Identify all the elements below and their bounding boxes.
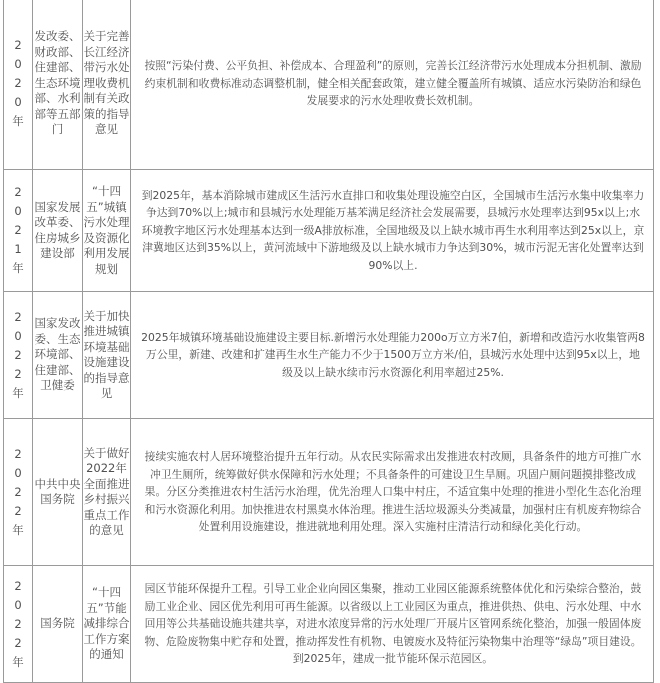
- table-row: [4, 566, 654, 683]
- document-title-cell: [83, 292, 131, 419]
- department-cell: [33, 566, 83, 683]
- document-title-cell: [83, 419, 131, 566]
- document-title-text: 关于完善长江经济带污水处理收费机制有关政策的指导意见: [83, 29, 130, 137]
- policy-content-text: 到2025年，基本消除城市建成区生活污水直排口和收集处理设施空白区，全国城市生活污水集中收集率力争达到70%以上;城市和县城污水处理能万基苯满足经济社会发展需要，县城污水处理率达到95x以上;水环境教字地区污水处理基本达到一级A排放标准，全国地级及以上缺水城市再生水利用率达到25x以上，京津冀地区达到35%以上，黄河流域中下游地级及以上缺水城市力争达到30%，城市污泥无害化处置率达到90%以上.: [141, 188, 645, 272]
- department-cell: [33, 292, 83, 419]
- year-text: 2020年: [12, 38, 24, 128]
- department-text: 国家发改委、生态环境部、住建部、卫健委: [34, 316, 81, 393]
- table-row: [4, 0, 654, 170]
- policy-content-cell: [131, 292, 654, 419]
- policy-content-text: 按照“污染付费、公平负担、补偿成本、合理盈利”的原则，完善长江经济带污水处理成本分担机制、激励约束机制和收费标准动态调整机制，健全相关配套政策，建立健全覆盖所有城镇、适应水污染防治和绿色发展要求的污水处理收费长效机制。: [144, 59, 642, 108]
- policy-content-cell: [131, 419, 654, 566]
- document-title-cell: [83, 0, 131, 170]
- year-cell: [4, 170, 33, 292]
- policy-content-cell: [131, 566, 654, 683]
- policy-content-text: 接续实施农村人居环境整治提升五年行动。从农民实际需求出发推进农村改厕，具备条件的地方可推广水冲卫生厕所，统筹做好供水保障和污水处理；不具备条件的可建设卫生旱厕。巩固户厕问题摸排整改成果。分区分类推进农村生活污水治理，优先治理人口集中村庄，不适宜集中处理的推进小型化生态化治理和污水资源化利用。加快推进农村黑臭水体治理。推进生活垃圾源头分类减量，加强村庄有机废弃物综合处置利用设施建设，推进就地利用处理。深入实施村庄清洁行动和绿化美化行动。: [144, 450, 642, 534]
- document-title-text: “十四五”城镇污水处理及资源化利用发展规划: [83, 184, 130, 276]
- policy-content-text: 2025年城镇环境基础设施建设主要目标.新增污水处理能力200o万立方米7伯，新增和改造污水收集管两8万公里，新建、改建和扩建再生水生产能力不少于1500万立方米/伯，县城污水处理中达到95x以上，地级及以上缺水续市污水资源化利用率超过25%.: [141, 330, 645, 379]
- year-cell: [4, 419, 33, 566]
- table-row: [4, 419, 654, 566]
- document-title-text: 关于加快推进城镇环境基础设施建设的指导意见: [83, 308, 130, 400]
- year-cell: [4, 292, 33, 419]
- department-text: 中共中央 国务院: [34, 476, 81, 506]
- table-row: [4, 170, 654, 292]
- department-cell: [33, 170, 83, 292]
- document-title-cell: [83, 566, 131, 683]
- policy-content-cell: [131, 170, 654, 292]
- policy-content-cell: [131, 0, 654, 170]
- year-cell: [4, 566, 33, 683]
- year-text: 2022年: [12, 446, 24, 537]
- document-title-text: 关于做好2022年全面推进乡村振兴重点工作的意见: [83, 445, 130, 537]
- year-text: 2022年: [12, 578, 24, 669]
- policy-content-text: 园区节能环保提升工程。引导工业企业向园区集聚，推动工业园区能源系统整体优化和污染综合整治，鼓励工业企业、园区优先利用可再生能源。以省级以上工业园区为重点，推进供热、供电、污水处理、中水回用等公共基础设施共建共享，对进水浓度异常的污水处理厂开展片区管网系统化整治，加强一般固体废物、危险废物集中贮存和处置，推动挥发性有机物、电镀废水及特征污染物集中治理等“绿岛”项目建设。到2025年，建成一批节能环保示范园区。: [144, 582, 642, 666]
- department-text: 国务院: [40, 616, 75, 631]
- year-text: 2021年: [12, 185, 24, 275]
- document-title-text: “十四五”节能减排综合工作方案的通知: [83, 585, 130, 662]
- department-cell: [33, 419, 83, 566]
- year-text: 2022年: [12, 309, 24, 400]
- policy-table: [3, 0, 654, 683]
- year-cell: [4, 0, 33, 170]
- table-row: [4, 292, 654, 419]
- department-text: 发改委、财政部、住建部、生态环境部、水利部等五部门: [34, 29, 81, 137]
- department-text: 国家发展改革委、住房城乡建设部: [34, 199, 81, 260]
- document-title-cell: [83, 170, 131, 292]
- department-cell: [33, 0, 83, 170]
